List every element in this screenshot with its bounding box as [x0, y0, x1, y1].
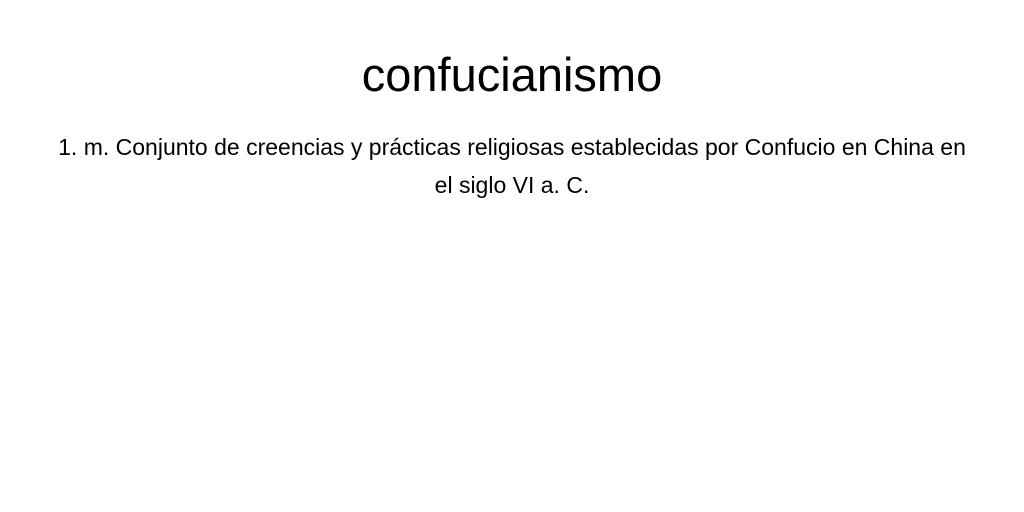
entry-definition: 1. m. Conjunto de creencias y prácticas religiosas establecidas por Confucio en China en el siglo VI a. C.: [58, 134, 966, 198]
entry-term: confucianismo: [361, 48, 663, 101]
